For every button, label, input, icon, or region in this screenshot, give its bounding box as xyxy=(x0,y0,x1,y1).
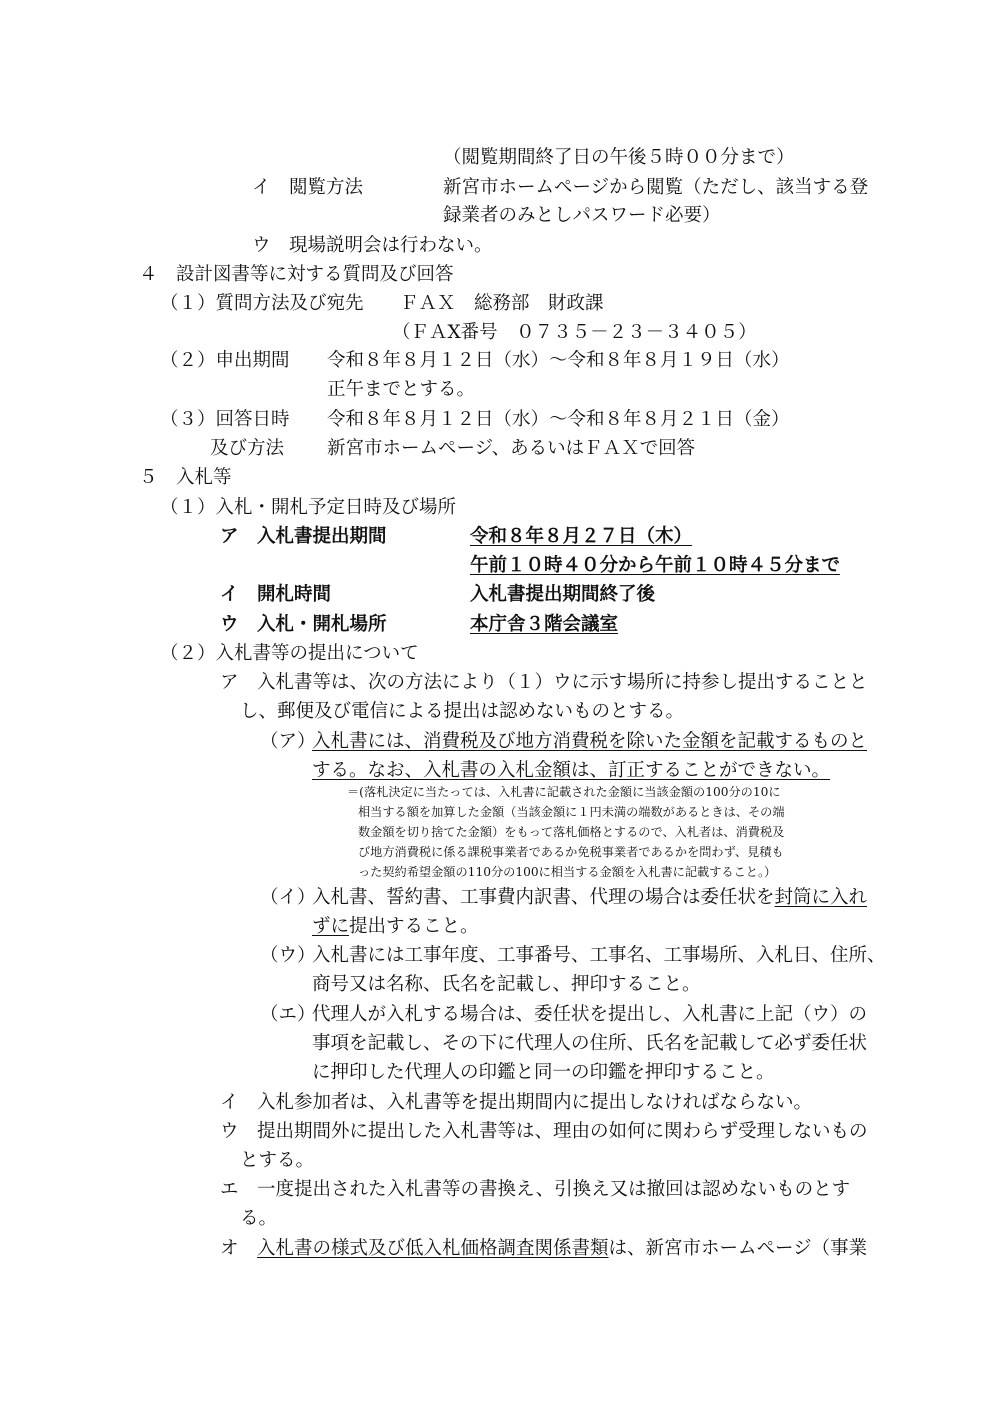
text-line: し、郵便及び電信による提出は認めないものとする。 xyxy=(240,701,685,722)
text-line: （エ） xyxy=(260,1004,316,1025)
text-line: オ 入札書の様式及び低入札価格調査関係書類は、新宮市ホームページ（事業 xyxy=(220,1238,868,1259)
text-line: ウ 入札・開札場所 xyxy=(220,614,387,635)
text-line: する。なお、入札書の入札金額は、訂正することができない。 xyxy=(312,760,831,781)
text-line: 入札書提出期間終了後 xyxy=(470,584,656,605)
text-line: ウ 現場説明会は行わない。 xyxy=(252,235,493,256)
text-line: 正午までとする。 xyxy=(327,379,476,400)
text-line: （２）申出期間 xyxy=(160,350,290,371)
text-line: イ 入札参加者は、入札書等を提出期間内に提出しなければならない。 xyxy=(220,1092,813,1113)
text-line: 商号又は名称、氏名を記載し、押印すること。 xyxy=(312,974,701,995)
note-line: った契約希望金額の110分の100に相当する金額を入札書に記載すること。） xyxy=(358,865,777,879)
text-line: 録業者のみとしパスワード必要） xyxy=(443,205,721,226)
section-heading: ５ 入札等 xyxy=(139,467,232,488)
text-line: （ア） xyxy=(260,731,316,752)
text-line: ア 入札書提出期間 xyxy=(220,526,387,547)
text-line: （ＦＡX番号 ０７３５－２３－３４０５） xyxy=(392,322,757,343)
text-line: 入札書には、消費税及び地方消費税を除いた金額を記載するものと xyxy=(312,731,868,752)
text-line: （３）回答日時 xyxy=(160,409,290,430)
text-line: 令和８年８月１２日（水）～令和８年８月１９日（水） xyxy=(327,350,790,371)
text-line: ウ 提出期間外に提出した入札書等は、理由の如何に関わらず受理しないもの xyxy=(220,1121,868,1142)
text-line: ＦＡＸ 総務部 財政課 xyxy=(400,293,604,314)
text-line: る。 xyxy=(240,1208,278,1229)
text-line: とする。 xyxy=(240,1150,315,1171)
text-line: イ 閲覧方法 xyxy=(252,177,364,198)
text-line: 令和８年８月１２日（水）～令和８年８月２１日（金） xyxy=(327,409,790,430)
text-line: 新宮市ホームページから閲覧（ただし、該当する登 xyxy=(443,177,869,198)
text-line: 代理人が入札する場合は、委任状を提出し、入札書に上記（ウ）の xyxy=(312,1004,868,1025)
note-line: び地方消費税に係る課税事業者であるか免税事業者であるかを問わず、見積も xyxy=(358,845,784,859)
text-line: 午前１０時４０分から午前１０時４５分まで xyxy=(470,555,841,576)
text-line: （１）質問方法及び宛先 xyxy=(160,293,364,314)
text-line: （２）入札書等の提出について xyxy=(160,643,419,664)
text-line: 新宮市ホームページ、あるいはＦＡＸで回答 xyxy=(327,438,696,459)
note-line: ＝(落札決定に当たっては、入札書に記載された金額に当該金額の100分の10に xyxy=(347,785,781,799)
text-line: ア 入札書等は、次の方法により（１）ウに示す場所に持参し提出することと xyxy=(220,672,868,693)
text-line: （閲覧期間終了日の午後５時００分まで） xyxy=(443,147,795,168)
text-line: に押印した代理人の印鑑と同一の印鑑を押印すること。 xyxy=(312,1062,775,1083)
text-line: 本庁舎３階会議室 xyxy=(470,614,619,635)
text-line: エ 一度提出された入札書等の書換え、引換え又は撤回は認めないものとす xyxy=(220,1179,851,1200)
text-line: （ウ） xyxy=(260,945,316,966)
text-line: 入札書には工事年度、工事番号、工事名、工事場所、入札日、住所、 xyxy=(312,945,886,966)
note-line: 相当する額を加算した金額（当該金額に１円未満の端数があるときは、その端 xyxy=(358,805,785,819)
text-line: 及び方法 xyxy=(210,438,285,459)
text-line: ずに提出すること。 xyxy=(312,916,479,937)
text-line: 事項を記載し、その下に代理人の住所、氏名を記載して必ず委任状 xyxy=(312,1033,868,1054)
section-heading: ４ 設計図書等に対する質問及び回答 xyxy=(139,264,454,285)
text-line: イ 開札時間 xyxy=(220,584,332,605)
text-line: （イ） xyxy=(260,887,316,908)
text-line: 令和８年８月２７日（木） xyxy=(470,526,693,547)
text-line: （１）入札・開札予定日時及び場所 xyxy=(160,497,457,518)
text-line: 入札書、誓約書、工事費内訳書、代理の場合は委任状を封筒に入れ xyxy=(312,887,868,908)
note-line: 数金額を切り捨てた金額）をもって落札価格とするので、入札者は、消費税及 xyxy=(358,825,785,839)
